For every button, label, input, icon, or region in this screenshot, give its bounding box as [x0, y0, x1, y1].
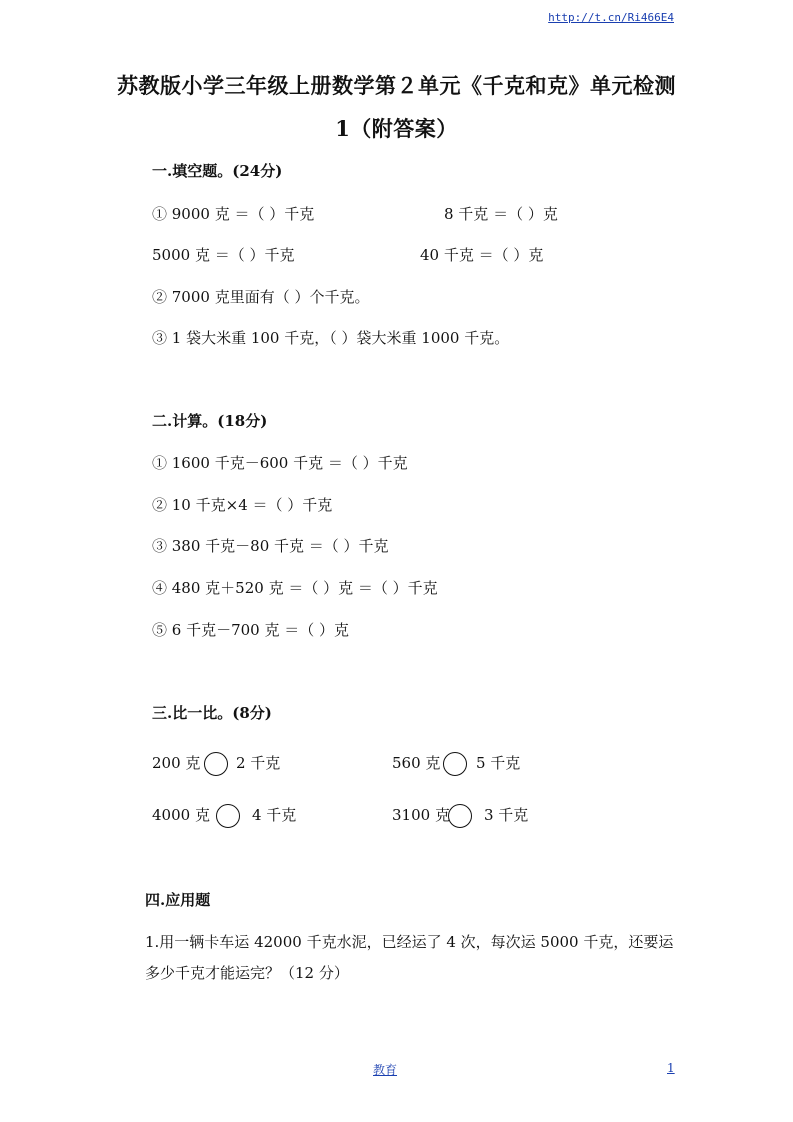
compare-2-right: 5 千克 — [476, 754, 521, 772]
compare-circle-3[interactable] — [216, 804, 240, 828]
compare-circle-2[interactable] — [443, 752, 467, 776]
calc-item-2: ② 10 千克×4 ＝（ ）千克 — [152, 496, 333, 514]
question-3: ③ 1 袋大米重 100 千克，（ ）袋大米重 1000 千克。 — [152, 329, 510, 347]
compare-2-left: 560 克 — [392, 754, 441, 772]
question-1b: 8 千克 ＝（ ）克 — [444, 205, 558, 223]
compare-4-left: 3100 克 — [392, 806, 450, 824]
compare-1-right: 2 千克 — [236, 754, 281, 772]
page-title-line-1: 苏教版小学三年级上册数学第２单元《千克和克》单元检测 — [117, 73, 676, 98]
compare-circle-1[interactable] — [204, 752, 228, 776]
calc-item-4: ④ 480 克＋520 克 ＝（ ）克 ＝（ ）千克 — [152, 579, 438, 597]
calc-item-1: ① 1600 千克－600 千克 ＝（ ）千克 — [152, 454, 408, 472]
compare-3-right: 4 千克 — [252, 806, 297, 824]
compare-1-left: 200 克 — [152, 754, 201, 772]
section-3-heading: 三.比一比。(8分) — [152, 704, 272, 722]
question-2: ② 7000 克里面有（ ）个千克。 — [152, 288, 370, 306]
page-number: 1 — [667, 1061, 675, 1075]
calc-item-5: ⑤ 6 千克－700 克 ＝（ ）克 — [152, 621, 350, 639]
compare-circle-4[interactable] — [448, 804, 472, 828]
page-title-line-2: 1（附答案） — [335, 116, 458, 141]
compare-3-left: 4000 克 — [152, 806, 210, 824]
problem-1-line-2: 多少千克才能运完？（12 分） — [145, 964, 349, 982]
section-1-heading: 一.填空题。(24分) — [152, 162, 283, 180]
header-url-link[interactable]: http://t.cn/Ri466E4 — [548, 11, 674, 24]
compare-4-right: 3 千克 — [484, 806, 529, 824]
question-1d: 40 千克 ＝（ ）克 — [420, 246, 544, 264]
question-1c: 5000 克 ＝（ ）千克 — [152, 246, 295, 264]
footer-edu-link[interactable]: 教育 — [373, 1063, 398, 1077]
section-2-heading: 二.计算。(18分) — [152, 412, 268, 430]
question-1a: ① 9000 克 ＝（ ）千克 — [152, 205, 315, 223]
calc-item-3: ③ 380 千克－80 千克 ＝（ ）千克 — [152, 537, 389, 555]
problem-1-line-1: 1.用一辆卡车运 42000 千克水泥，已经运了 4 次，每次运 5000 千克，还要运 — [145, 933, 674, 951]
section-4-heading: 四.应用题 — [145, 891, 211, 909]
